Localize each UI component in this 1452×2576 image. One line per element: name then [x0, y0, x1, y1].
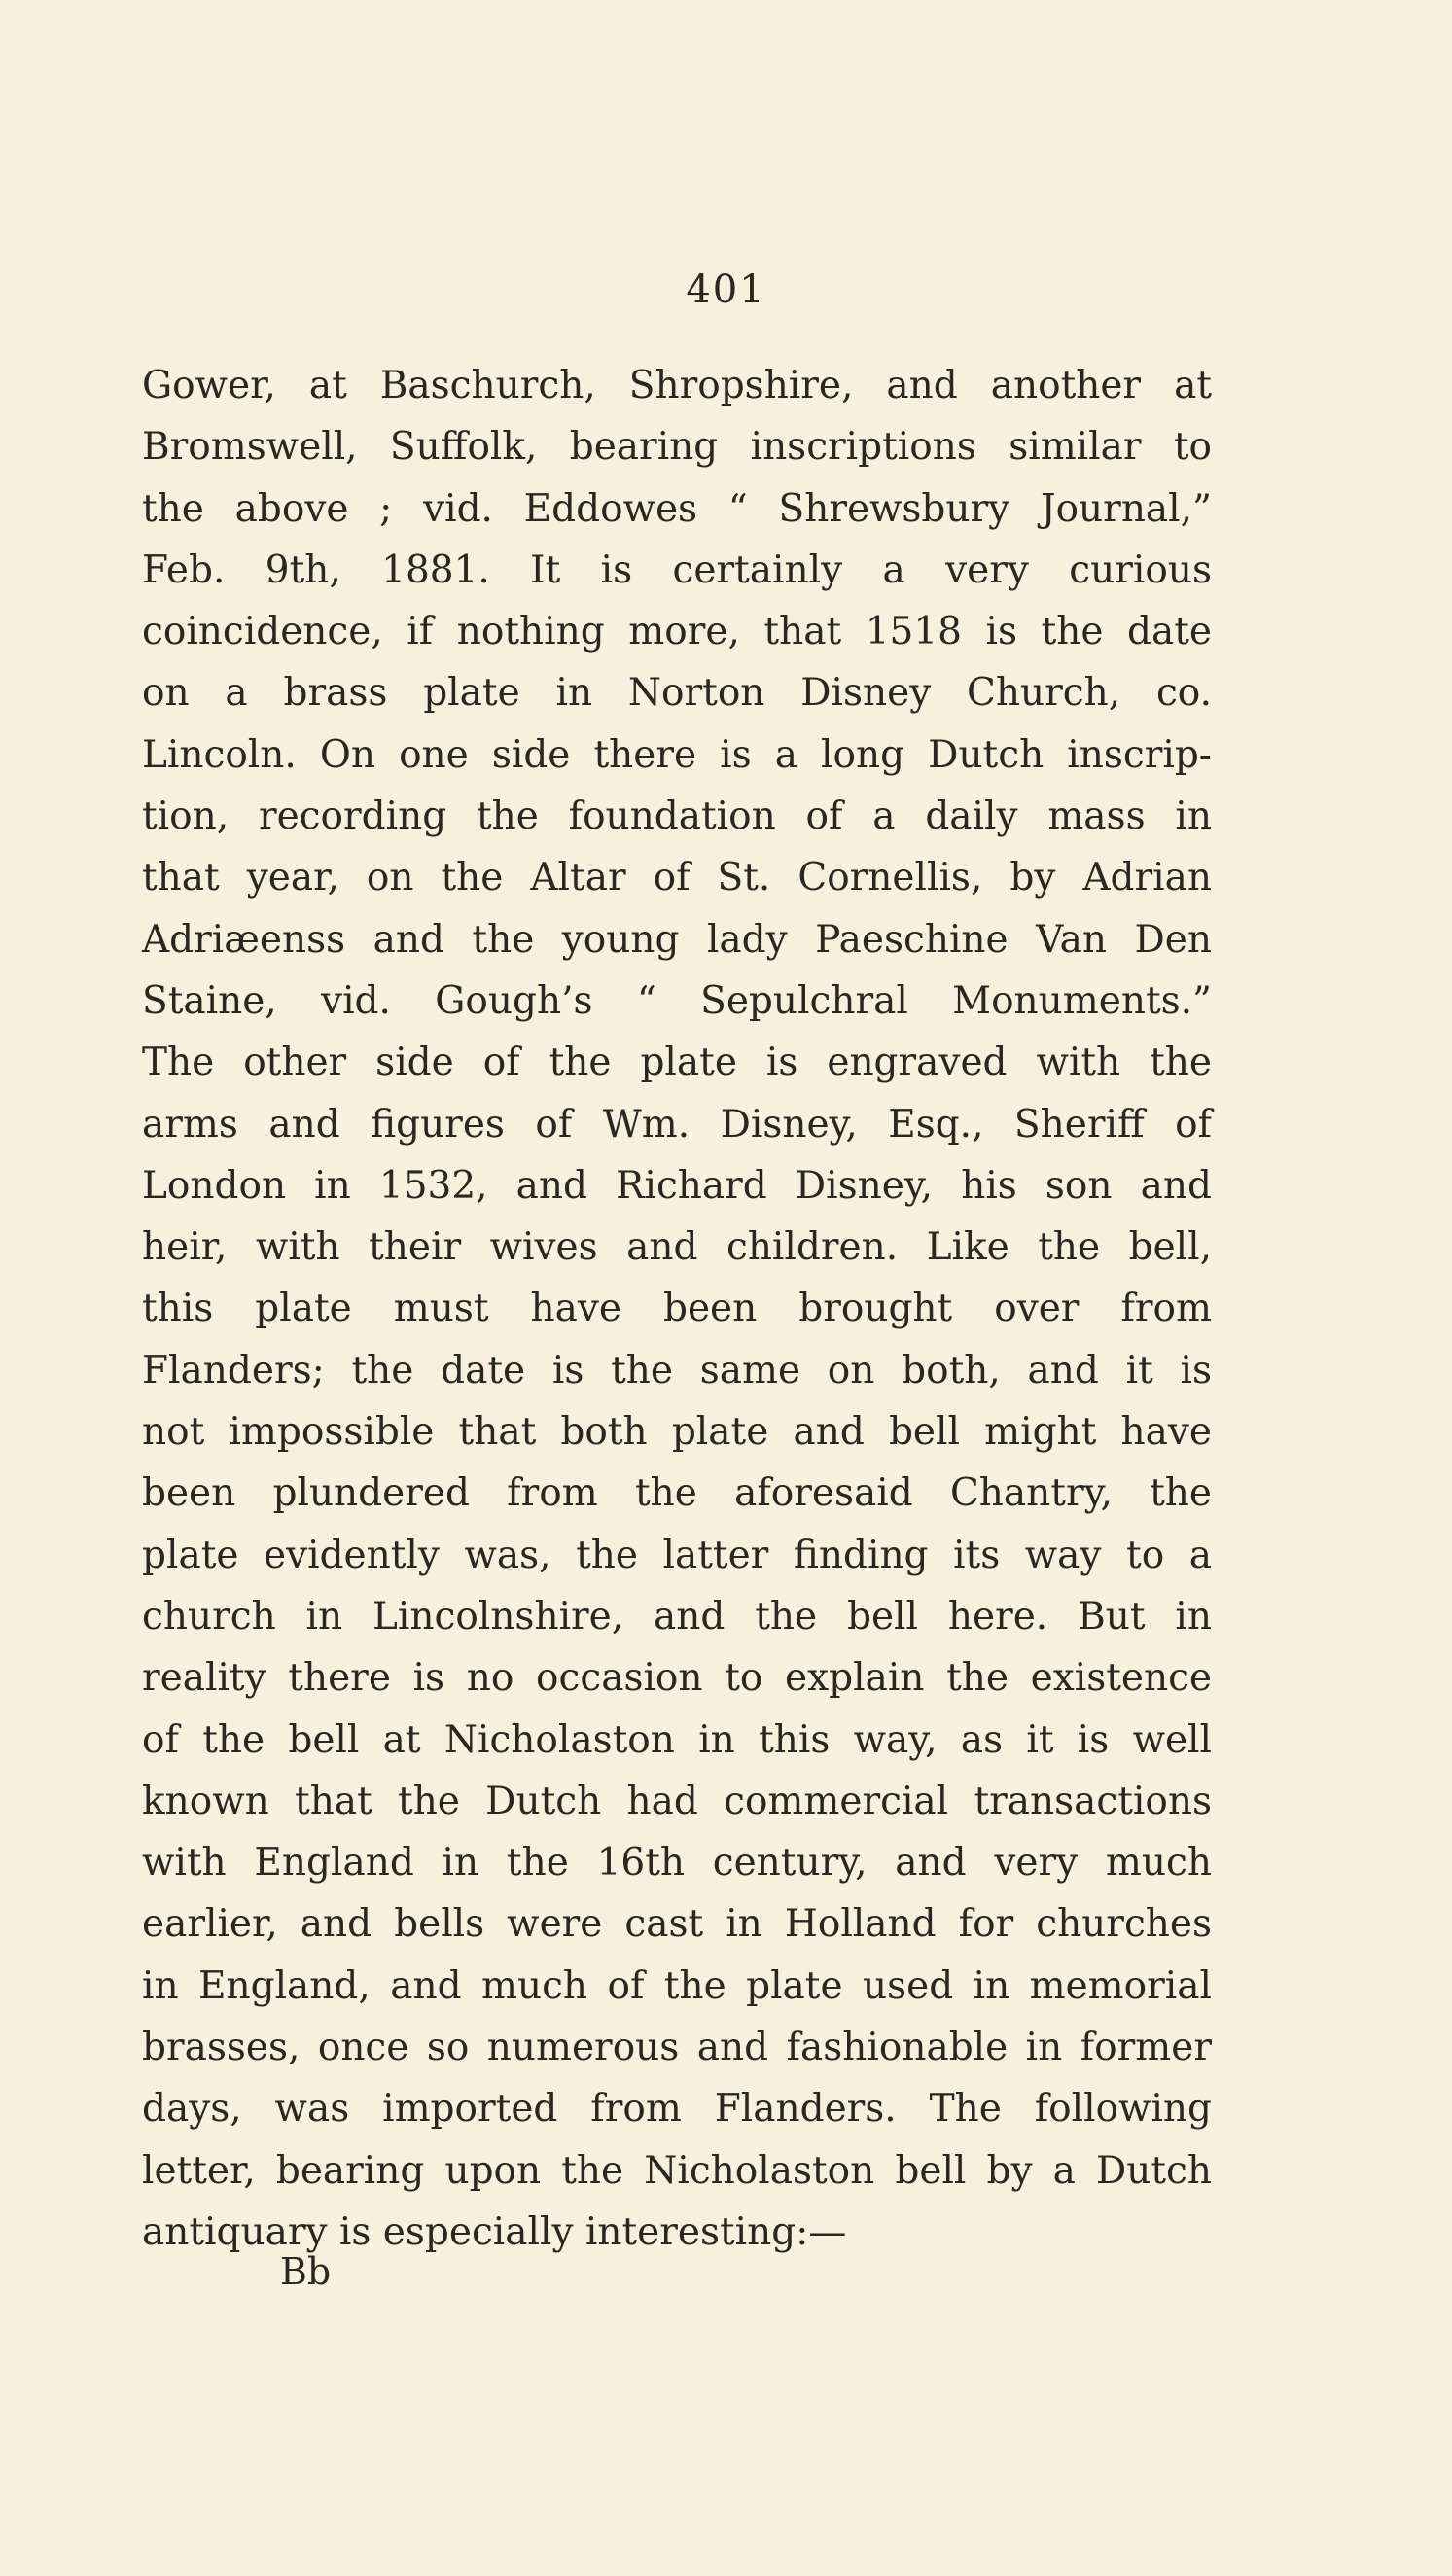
text-line: Staine, vid. Gough’s “ Sepulchral Monuments.” [142, 978, 1212, 1023]
text-line: church in Lincolnshire, and the bell here. But in [142, 1594, 1212, 1639]
text-line: of the bell at Nicholaston in this way, as it is well [142, 1717, 1212, 1762]
text-line: London in 1532, and Richard Disney, his son and [142, 1163, 1212, 1208]
text-line: not impossible that both plate and bell might have [142, 1410, 1212, 1455]
text-line: earlier, and bells were cast in Holland for churches [142, 1902, 1212, 1947]
text-line: Bromswell, Suffolk, bearing inscriptions similar to [142, 425, 1212, 470]
text-line: Lincoln. On one side there is a long Dutch inscrip- [142, 732, 1212, 777]
text-line: Adriæenss and the young lady Paeschine Van Den [142, 917, 1212, 962]
text-line: with England in the 16th century, and very much [142, 1841, 1212, 1886]
text-line: plate evidently was, the latter finding its way to a [142, 1533, 1212, 1577]
signature-mark: Bb [280, 2250, 332, 2293]
text-line: Flanders; the date is the same on both, and it is [142, 1348, 1212, 1393]
text-line: coincidence, if nothing more, that 1518 is the date [142, 610, 1212, 654]
text-line: The other side of the plate is engraved with the [142, 1041, 1212, 1085]
text-line: days, was imported from Flanders. The following [142, 2087, 1212, 2132]
text-line: tion, recording the foundation of a daily mass in [142, 794, 1212, 839]
text-line: on a brass plate in Norton Disney Church, co. [142, 671, 1212, 716]
text-line: letter, bearing upon the Nicholaston bell by a Dutch [142, 2148, 1212, 2193]
body-text [142, 355, 1212, 2263]
text-line: this plate must have been brought over from [142, 1287, 1212, 1331]
text-line: the above ; vid. Eddowes “ Shrewsbury Journal,” [142, 486, 1212, 531]
text-line: that year, on the Altar of St. Cornellis, by Adrian [142, 856, 1212, 900]
text-line: Gower, at Baschurch, Shropshire, and another at [142, 364, 1212, 407]
text-line: known that the Dutch had commercial transactions [142, 1779, 1212, 1823]
text-line-last: antiquary is especially interesting:— [142, 2209, 847, 2254]
text-line: heir, with their wives and children. Like the bell, [142, 1225, 1212, 1270]
text-line: brasses, once so numerous and fashionable in former [142, 2026, 1212, 2070]
text-line: been plundered from the aforesaid Chantry, the [142, 1471, 1212, 1516]
text-line: arms and figures of Wm. Disney, Esq., Sheriff of [142, 1102, 1212, 1147]
page-number: 401 [686, 267, 766, 312]
text-line: Feb. 9th, 1881. It is certainly a very curious [142, 547, 1212, 592]
text-line: in England, and much of the plate used in memorial [142, 1963, 1212, 2008]
text-line: reality there is no occasion to explain the existence [142, 1656, 1212, 1701]
